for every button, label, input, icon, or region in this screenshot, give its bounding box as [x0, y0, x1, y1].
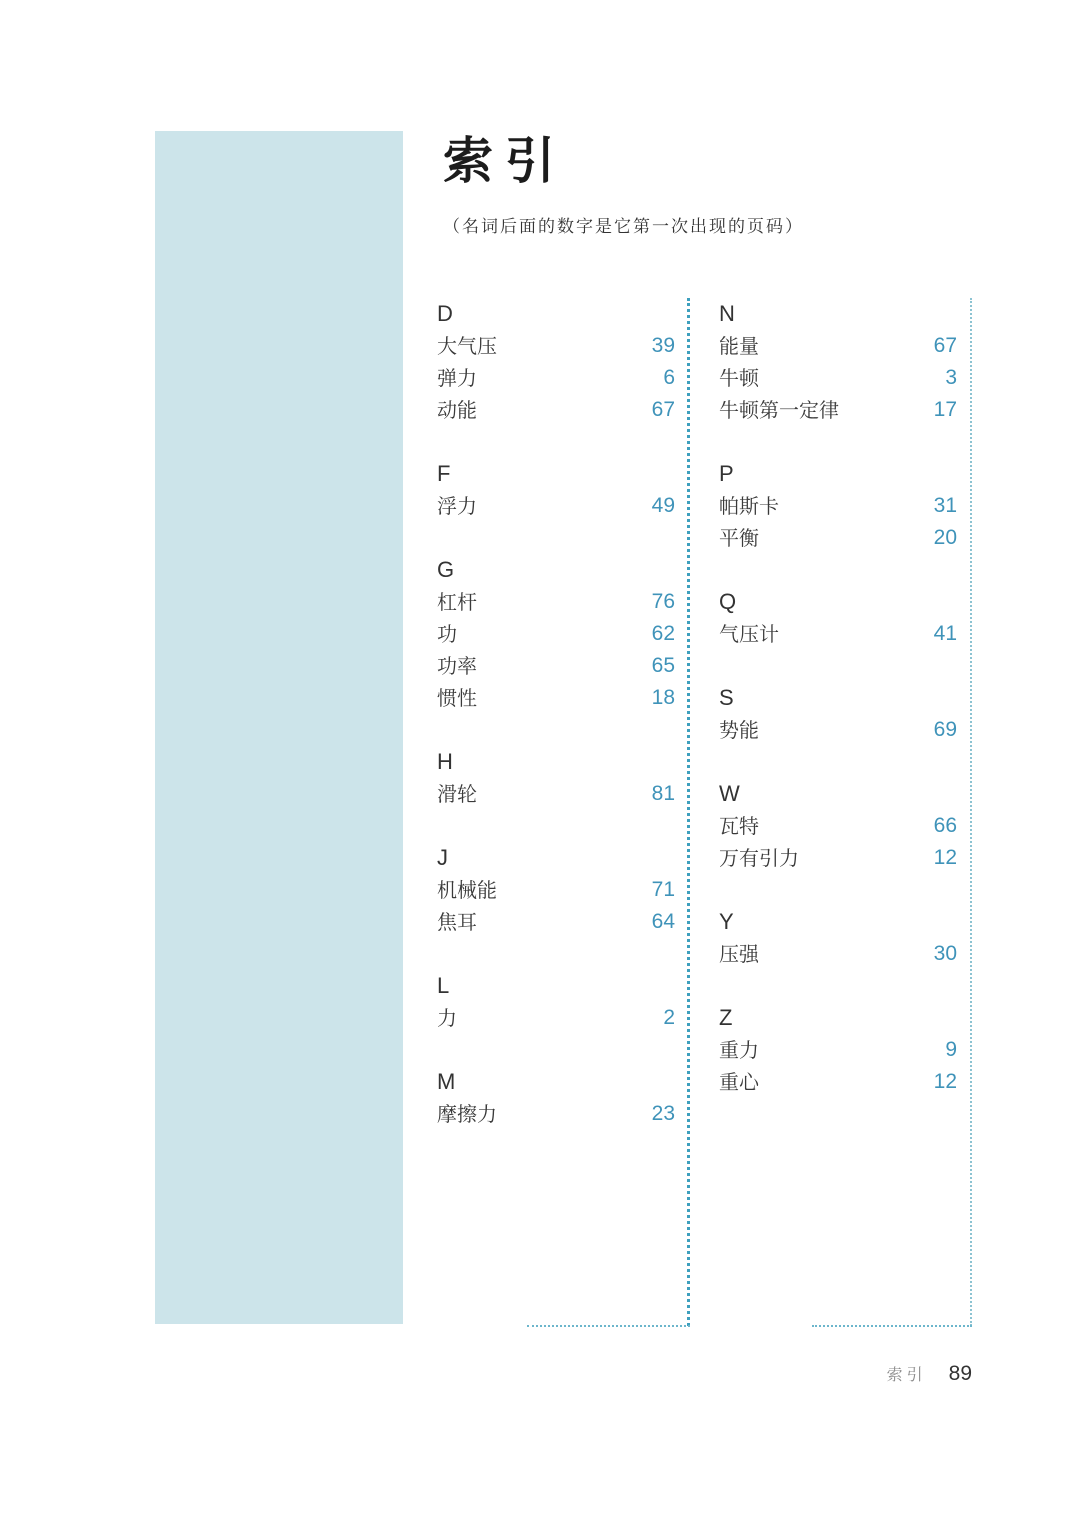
entry-term: 焦耳: [437, 910, 477, 934]
index-entry: [719, 714, 957, 746]
index-entry: [437, 490, 675, 522]
section-letter: W: [719, 781, 740, 806]
footer-page-number: 89: [948, 1362, 972, 1385]
entry-term: 滑轮: [437, 782, 477, 806]
page-title: 索引: [443, 131, 567, 190]
footer-section-label: 索引: [886, 1365, 927, 1384]
index-entry: [437, 394, 675, 426]
entry-term: 重力: [719, 1038, 759, 1062]
index-section-z: [719, 1002, 959, 1098]
index-column-left: [437, 298, 677, 1162]
index-entry: [437, 874, 675, 906]
entry-page: 41: [933, 622, 957, 645]
entry-page: 3: [945, 366, 957, 389]
index-entry: [437, 618, 675, 650]
entry-term: 平衡: [719, 526, 759, 550]
entry-page: 20: [933, 526, 957, 549]
entry-term: 万有引力: [719, 846, 799, 870]
index-entry: [437, 586, 675, 618]
index-entry: [719, 1066, 957, 1098]
entry-term: 摩擦力: [437, 1102, 497, 1126]
entry-page: 66: [933, 814, 957, 837]
entry-term: 牛顿第一定律: [719, 398, 839, 422]
section-letter: D: [437, 301, 453, 326]
index-section-y: [719, 906, 959, 970]
section-letter: F: [437, 461, 451, 486]
entry-term: 力: [437, 1006, 457, 1030]
entry-term: 瓦特: [719, 814, 759, 838]
entry-page: 18: [651, 686, 675, 709]
index-entry: [437, 650, 675, 682]
index-section-f: [437, 458, 677, 522]
section-letter: H: [437, 749, 453, 774]
entry-page: 65: [651, 654, 675, 677]
index-entry: [719, 522, 957, 554]
entry-term: 牛顿: [719, 366, 759, 390]
entry-page: 49: [651, 494, 675, 517]
section-letter: Y: [719, 909, 734, 934]
index-entry: [719, 490, 957, 522]
entry-term: 功率: [437, 654, 477, 678]
index-entry: [437, 778, 675, 810]
entry-term: 能量: [719, 334, 759, 358]
entry-page: 30: [933, 942, 957, 965]
section-letter: Q: [719, 589, 737, 614]
section-letter: G: [437, 557, 455, 582]
section-letter: S: [719, 685, 734, 710]
entry-page: 12: [933, 846, 957, 869]
index-section-m: [437, 1066, 677, 1130]
entry-page: 81: [651, 782, 675, 805]
index-entry: [437, 1098, 675, 1130]
column-divider-right-vertical: [970, 298, 972, 1326]
index-entry: [437, 362, 675, 394]
entry-page: 6: [663, 366, 675, 389]
entry-term: 气压计: [719, 622, 779, 646]
decorative-sidebar-band: [155, 131, 403, 1324]
entry-page: 62: [651, 622, 675, 645]
index-entry: [719, 938, 957, 970]
index-entry: [437, 1002, 675, 1034]
entry-term: 惯性: [437, 686, 477, 710]
entry-page: 64: [651, 910, 675, 933]
index-entry: [437, 330, 675, 362]
entry-term: 势能: [719, 718, 759, 742]
entry-term: 压强: [719, 942, 759, 966]
index-subtitle: （名词后面的数字是它第一次出现的页码）: [443, 217, 804, 237]
entry-page: 2: [663, 1006, 675, 1029]
index-entry: [719, 842, 957, 874]
index-entry: [719, 810, 957, 842]
index-entry: [437, 906, 675, 938]
entry-page: 23: [651, 1102, 675, 1125]
entry-page: 67: [651, 398, 675, 421]
index-entry: [719, 618, 957, 650]
index-entry: [719, 362, 957, 394]
section-letter: P: [719, 461, 734, 486]
index-section-h: [437, 746, 677, 810]
entry-page: 9: [945, 1038, 957, 1061]
index-section-s: [719, 682, 959, 746]
section-letter: L: [437, 973, 450, 998]
page-footer: [887, 1362, 972, 1386]
index-entry: [437, 682, 675, 714]
column-divider-left-vertical: [687, 298, 690, 1326]
entry-term: 弹力: [437, 366, 477, 390]
index-section-d: [437, 298, 677, 426]
index-section-l: [437, 970, 677, 1034]
entry-page: 17: [933, 398, 957, 421]
section-letter: M: [437, 1069, 456, 1094]
entry-term: 机械能: [437, 878, 497, 902]
entry-page: 39: [651, 334, 675, 357]
entry-term: 动能: [437, 398, 477, 422]
entry-term: 帕斯卡: [719, 494, 779, 518]
index-entry: [719, 1034, 957, 1066]
section-letter: Z: [719, 1005, 733, 1030]
column-divider-left-bottom: [527, 1325, 690, 1327]
column-divider-right-bottom: [812, 1325, 972, 1327]
index-section-w: [719, 778, 959, 874]
entry-page: 76: [651, 590, 675, 613]
index-section-q: [719, 586, 959, 650]
index-section-g: [437, 554, 677, 714]
entry-term: 功: [437, 622, 457, 646]
index-column-right: [719, 298, 959, 1130]
section-letter: J: [437, 845, 448, 870]
entry-page: 71: [651, 878, 675, 901]
index-section-j: [437, 842, 677, 938]
entry-term: 杠杆: [437, 590, 477, 614]
entry-page: 67: [933, 334, 957, 357]
entry-page: 69: [933, 718, 957, 741]
index-section-n: [719, 298, 959, 426]
entry-page: 31: [933, 494, 957, 517]
section-letter: N: [719, 301, 735, 326]
index-section-p: [719, 458, 959, 554]
entry-term: 重心: [719, 1070, 759, 1094]
index-entry: [719, 394, 957, 426]
index-entry: [719, 330, 957, 362]
entry-term: 大气压: [437, 334, 497, 358]
entry-term: 浮力: [437, 494, 477, 518]
entry-page: 12: [933, 1070, 957, 1093]
